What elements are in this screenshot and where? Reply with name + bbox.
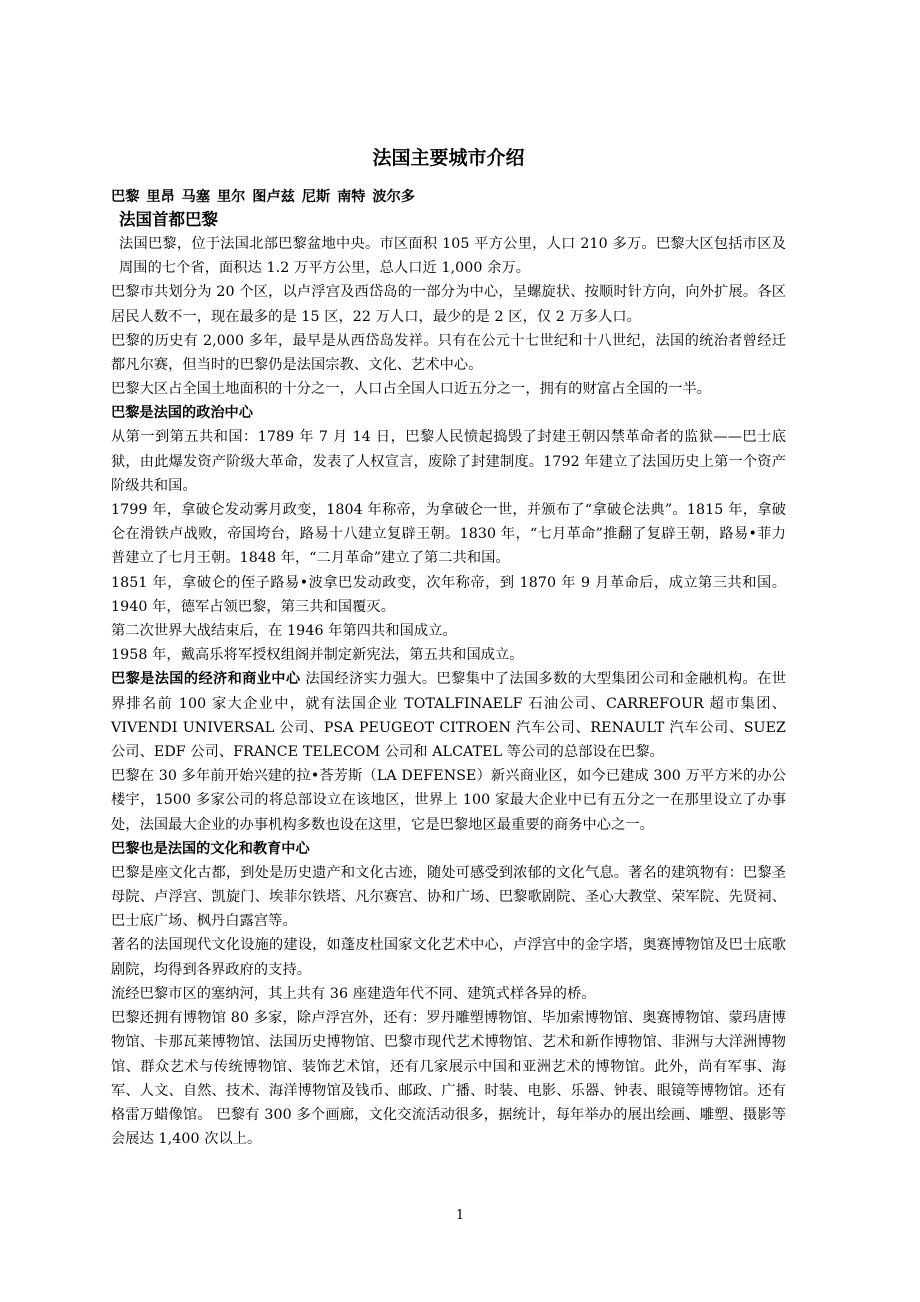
economic-center-heading: 巴黎是法国的经济和商业中心 xyxy=(111,671,301,688)
economic-paragraph: 巴黎在 30 多年前开始兴建的拉•荅芳斯（LA DEFENSE）新兴商业区，如今已建成 300 万平方米的办公楼宇，1500 多家公司的将总部设立在该地区，世界上 100 家最大企业中已有五分之一在那里设立了办事处，法国最大企业的办事机构多数也设在这里，它是巴黎地区最重要的商务中心之一。 xyxy=(111,768,786,833)
political-paragraph: 第二次世界大战结束后，在 1946 年第四共和国成立。 xyxy=(111,623,457,640)
political-paragraph: 从第一到第五共和国：1789 年 7 月 14 日，巴黎人民愤起捣毁了封建王朝囚禁革命者的监狱——巴士底狱，由此爆发资产阶级大革命，发表了人权宣言，废除了封建制度。1792 年建立了法国历史上第一个资产阶级共和国。 xyxy=(111,429,786,494)
intro-paragraph: 巴黎市共划分为 20 个区，以卢浮宫及西岱岛的一部分为中心，呈螺旋状、按顺时针方向，向外扩展。各区居民人数不一，现在最多的是 15 区，22 万人口，最少的是 2 区，仅 2 万多人口。 xyxy=(111,284,786,325)
economic-paragraph xyxy=(111,667,786,764)
cultural-center-heading: 巴黎也是法国的文化和教育中心 xyxy=(111,840,310,857)
intro-paragraph: 法国巴黎，位于法国北部巴黎盆地中央。市区面积 105 平方公里，人口 210 多万。巴黎大区包括市区及周围的七个省，面积达 1.2 万平方公里，总人口近 1,000 余万。 xyxy=(119,236,786,277)
economic-paragraph-text: 法国经济实力强大。巴黎集中了法国多数的大型集团公司和金融机构。在世界排名前 100 家大企业中，就有法国企业 TOTALFINAELF 石油公司、CARREFOUR 超市集团、VIVENDI UNIVERSAL 公司、PSA PEUGEOT CITROEN 汽车公司、RENAULT 汽车公司、SUEZ 公司、EDF 公司、FRANCE TELECOM 公司和 ALCATEL 等公司的总部设在巴黎。 xyxy=(111,671,786,761)
political-paragraph: 1958 年，戴高乐将军授权组阁并制定新宪法，第五共和国成立。 xyxy=(111,647,524,664)
page-number: 1 xyxy=(455,1208,465,1223)
intro-paragraph: 巴黎的历史有 2,000 多年，最早是从西岱岛发祥。只有在公元十七世纪和十八世纪，法国的统治者曾经迁都凡尔赛，但当时的巴黎仍是法国宗教、文化、艺术中心。 xyxy=(111,332,786,374)
cultural-paragraph: 巴黎是座文化古都，到处是历史遗产和文化古迹，随处可感受到浓郁的文化气息。著名的建筑物有：巴黎圣母院、卢浮宫、凯旋门、埃菲尔铁塔、凡尔赛宫、协和广场、巴黎歌剧院、圣心大教堂、荣军院、先贤祠、巴士底广场、枫丹白露宫等。 xyxy=(111,864,786,930)
document-title: 法国主要城市介绍 xyxy=(372,147,525,169)
cultural-paragraph: 巴黎还拥有博物馆 80 多家，除卢浮宫外，还有：罗丹雕塑博物馆、毕加索博物馆、奥赛博物馆、蒙玛唐博物馆、卡那瓦莱博物馆、法国历史博物馆、巴黎市现代艺术博物馆、艺术和新作博物馆、非洲与大洋洲博物馆、群众艺术与传统博物馆、装饰艺术馆，还有几家展示中国和亚洲艺术的博物馆。此外，尚有军事、海军、人文、自然、技术、海洋博物馆及钱币、邮政、广播、时装、电影、乐器、钟表、眼镜等博物馆。还有格雷万蜡像馆。 巴黎有 300 多个画廊，文化交流活动很多，据统计，每年举办的展出绘画、雕塑、摄影等会展达 1,400 次以上。 xyxy=(111,1010,786,1148)
political-center-heading: 巴黎是法国的政治中心 xyxy=(111,405,253,422)
intro-paragraph: 巴黎大区占全国土地面积的十分之一，人口占全国人口近五分之一，拥有的财富占全国的一半。 xyxy=(111,381,712,398)
political-paragraph: 1799 年，拿破仑发动雾月政变，1804 年称帝，为拿破仑一世，并颁布了“拿破仑法典”。1815 年，拿破仑在滑铁卢战败，帝国垮台，路易十八建立复辟王朝。1830 年，“七月革命”推翻了复辟王朝，路易•菲力普建立了七月王朝。1848 年，“二月革命”建立了第二共和国。 xyxy=(111,502,786,567)
cultural-paragraph: 著名的法国现代文化设施的建设，如蓬皮杜国家文化艺术中心，卢浮宫中的金字塔，奥赛博物馆及巴士底歌剧院，均得到各界政府的支持。 xyxy=(111,937,786,978)
document-page xyxy=(111,144,786,1151)
cities-list: 巴黎 里昂 马塞 里尔 图卢兹 尼斯 南特 波尔多 xyxy=(111,189,415,205)
political-paragraph: 1851 年，拿破仑的侄子路易•波拿巴发动政变，次年称帝，到 1870 年 9 月革命后，成立第三共和国。1940 年，德军占领巴黎，第三共和国覆灭。 xyxy=(111,574,786,615)
section-heading-paris: 法国首都巴黎 xyxy=(119,210,218,229)
cultural-paragraph: 流经巴黎市区的塞纳河，其上共有 36 座建造年代不同、建筑式样各异的桥。 xyxy=(111,985,596,1002)
